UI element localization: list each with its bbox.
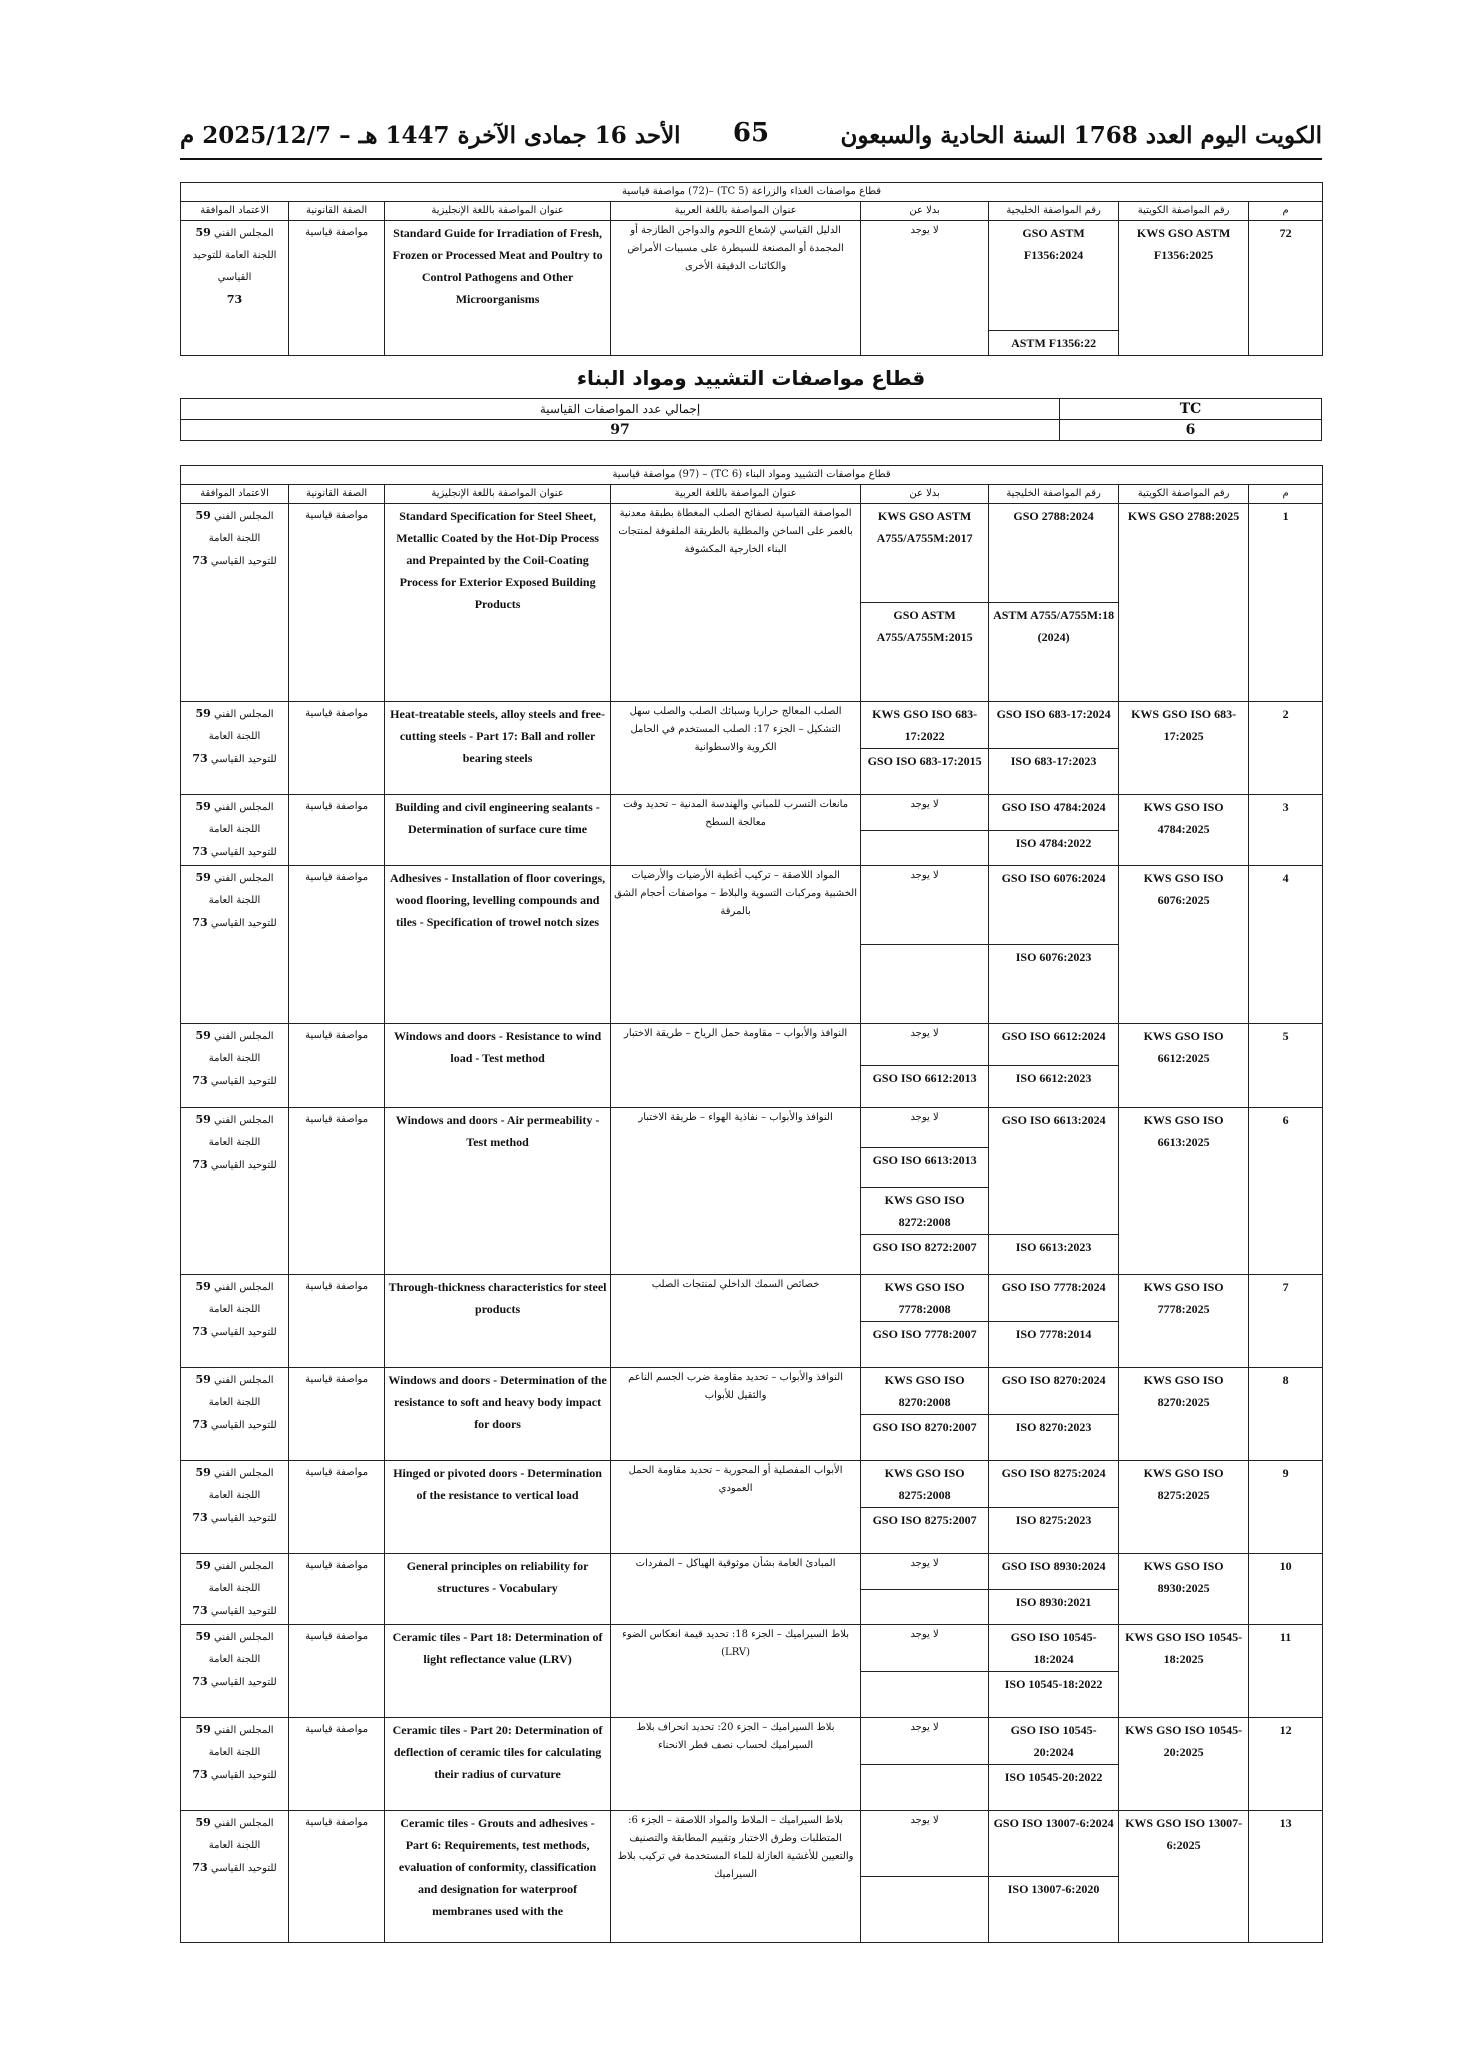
col-replaces: بدلا عن: [861, 202, 989, 221]
table-subrow: ISO 10545-20:2022: [181, 1765, 1323, 1811]
table-row: 2 KWS GSO ISO 683-17:2025 GSO ISO 683-17:2024 KWS GSO ISO 683-17:2022 الصلب المعالج حراريا وسبائك الصلب والصلب سهل التشكيل – الجزء 17: الصلب المستخدم في الحامل الكروية والاسطوانية Heat-treatable steels, alloy steels and free-cutting steels - Part 17: Ball and roller bearing steels مواصفة قياسية المجلس الفني 59 اللجنة العامة للتوحيد القياسي 73: [181, 702, 1323, 749]
table-subrow: ISO 6613:2023 GSO ISO 8272:2007: [181, 1235, 1323, 1275]
food-sector-table: قطاع مواصفات الغذاء والزراعة (TC 5) –(72) مواصفة قياسية م رقم المواصفة الكويتية رقم المواصفة الخليجية بدلا عن عنوان المواصفة باللغة العربية عنوان المواصفة باللغة الإنجليزية الصفة القانونية الاعتماد الموافقة 72 KWS GSO ASTM F1356:2025 GSO ASTM F1356:2024 لا يوجد الدليل القياسي لإشعاع اللحوم والدواجن الطازجة أو المجمدة أو المصنعة للسيطرة على مسببات الأمراض والكائنات الدقيقة الأخرى Standard Guide for Irradiation of Fresh, Frozen or Processed Meat and Poultry to Control Pathogens and Other Microorganisms مواصفة قياسية المجلس الفني 59 اللجنة العامة للتوحيد القياسي 73 ASTM F1356:22: [180, 182, 1323, 356]
table-subrow: ISO 6612:2023 GSO ISO 6612:2013: [181, 1066, 1323, 1108]
table-row: 72 KWS GSO ASTM F1356:2025 GSO ASTM F1356:2024 لا يوجد الدليل القياسي لإشعاع اللحوم والدواجن الطازجة أو المجمدة أو المصنعة للسيطرة على مسببات الأمراض والكائنات الدقيقة الأخرى Standard Guide for Irradiation of Fresh, Frozen or Processed Meat and Poultry to Control Pathogens and Other Microorganisms مواصفة قياسية المجلس الفني 59 اللجنة العامة للتوحيد القياسي 73: [181, 221, 1323, 331]
construction-caption: قطاع مواصفات التشييد ومواد البناء (TC 6) – (97) مواصفة قياسية: [181, 466, 1323, 485]
construction-sector-title: قطاع مواصفات التشييد ومواد البناء: [576, 366, 926, 390]
table-subrow: ISO 8930:2021: [181, 1589, 1323, 1625]
construction-table: [180, 465, 1323, 1943]
col-title-en: عنوان المواصفة باللغة الإنجليزية: [385, 202, 611, 221]
table-row: 11 KWS GSO ISO 10545-18:2025 GSO ISO 10545-18:2024 لا يوجد بلاط السيراميك – الجزء 18: تحديد قيمة انعكاس الضوء (LRV) Ceramic tiles - Part 18: Determination of light reflectance value (LRV) مواصفة قياسية المجلس الفني 59 اللجنة العامة للتوحيد القياسي 73: [181, 1625, 1323, 1672]
summary-count-label: إجمالي عدد المواصفات القياسية: [181, 399, 1060, 420]
table-subrow: ISO 8275:2023 GSO ISO 8275:2007: [181, 1508, 1323, 1554]
table-subrow: ISO 7778:2014 GSO ISO 7778:2007: [181, 1322, 1323, 1368]
summary-count-value: 97: [181, 420, 1060, 441]
header-issue: الكويت اليوم العدد 1768 السنة الحادية والسبعون: [840, 122, 1322, 149]
col-idx: م: [1249, 202, 1323, 221]
table-subrow: ISO 683-17:2023 GSO ISO 683-17:2015: [181, 749, 1323, 795]
page-number: 65: [732, 118, 770, 148]
table-row: 4 KWS GSO ISO 6076:2025 GSO ISO 6076:2024 لا يوجد المواد اللاصقة – تركيب أغطية الأرضيات والأرضيات الخشبية ومركبات التسوية والبلاط – مواصفات أحجام الشق بالمرقة Adhesives - Installation of floor coverings, wood flooring, levelling compounds and tiles - Specification of trowel notch sizes مواصفة قياسية المجلس الفني 59 اللجنة العامة للتوحيد القياسي 73: [181, 866, 1323, 945]
food-sector-caption: قطاع مواصفات الغذاء والزراعة (TC 5) –(72) مواصفة قياسية: [181, 183, 1323, 202]
col-approval: الاعتماد الموافقة: [181, 202, 289, 221]
table-subrow: ASTM A755/A755M:18 (2024) GSO ASTM A755/A755M:2015: [181, 603, 1323, 702]
construction-body: [181, 504, 1323, 1943]
table-subrow: ISO 10545-18:2022: [181, 1672, 1323, 1718]
table-subrow: GSO ISO 6613:2013: [181, 1148, 1323, 1188]
table-row: 5 KWS GSO ISO 6612:2025 GSO ISO 6612:2024 لا يوجد النوافذ والأبواب – مقاومة حمل الرياح – طريقة الاختبار Windows and doors - Resistance to wind load - Test method مواصفة قياسية المجلس الفني 59 اللجنة العامة للتوحيد القياسي 73: [181, 1024, 1323, 1066]
table-row: 6 KWS GSO ISO 6613:2025 GSO ISO 6613:2024 لا يوجد النوافذ والأبواب – نفاذية الهواء – طريقة الاختبار Windows and doors - Air permeability - Test method مواصفة قياسية المجلس الفني 59 اللجنة العامة للتوحيد القياسي 73: [181, 1108, 1323, 1148]
summary-table: [180, 398, 1322, 441]
table-row: 13 KWS GSO ISO 13007-6:2025 GSO ISO 13007-6:2024 لا يوجد بلاط السيراميك – الملاط والمواد اللاصقة – الجزء 6: المتطلبات وطرق الاختبار وتقييم المطابقة والتصنيف والتعيين للأغشية العازلة للماء المستخدمة في تركيب بلاط السيراميك Ceramic tiles - Grouts and adhesives - Part 6: Requirements, test methods, evaluation of conformity, classification and designation for waterproof membranes used with the مواصفة قياسية المجلس الفني 59 اللجنة العامة للتوحيد القياسي 73: [181, 1811, 1323, 1877]
table-row: 1 KWS GSO 2788:2025 GSO 2788:2024 KWS GSO ASTM A755/A755M:2017 المواصفة القياسية لصفائح الصلب المغطاة بطبقة معدنية بالغمر على الساخن والمطلية بالطريقة الملفوفة لمنتجات البناء الخارجية المكشوفة Standard Specification for Steel Sheet, Metallic Coated by the Hot-Dip Process and Prepainted by the Coil-Coating Process for Exterior Exposed Building Products مواصفة قياسية المجلس الفني 59 اللجنة العامة للتوحيد القياسي 73: [181, 504, 1323, 603]
table-row: 3 KWS GSO ISO 4784:2025 GSO ISO 4784:2024 لا يوجد مانعات التسرب للمباني والهندسة المدنية – تحديد وقت معالجة السطح Building and civil engineering sealants - Determination of surface cure time مواصفة قياسية المجلس الفني 59 اللجنة العامة للتوحيد القياسي 73: [181, 795, 1323, 831]
table-row: 7 KWS GSO ISO 7778:2025 GSO ISO 7778:2024 KWS GSO ISO 7778:2008 خصائص السمك الداخلي لمنتجات الصلب Through-thickness characteristics for steel products مواصفة قياسية المجلس الفني 59 اللجنة العامة للتوحيد القياسي 73: [181, 1275, 1323, 1322]
table-row: 10 KWS GSO ISO 8930:2025 GSO ISO 8930:2024 لا يوجد المبادئ العامة بشأن موثوقية الهياكل – المفردات General principles on reliability for structures - Vocabulary مواصفة قياسية المجلس الفني 59 اللجنة العامة للتوحيد القياسي 73: [181, 1554, 1323, 1590]
col-legal: الصفة القانونية: [289, 202, 385, 221]
col-title-ar: عنوان المواصفة باللغة العربية: [611, 202, 861, 221]
summary-tc-value: 6: [1060, 420, 1322, 441]
table-row: 9 KWS GSO ISO 8275:2025 GSO ISO 8275:2024 KWS GSO ISO 8275:2008 الأبواب المفصلية أو المحورية – تحديد مقاومة الحمل العمودي Hinged or pivoted doors - Determination of the resistance to vertical load مواصفة قياسية المجلس الفني 59 اللجنة العامة للتوحيد القياسي 73: [181, 1461, 1323, 1508]
table-subrow: ISO 4784:2022: [181, 830, 1323, 866]
header-date: الأحد 16 جمادى الآخرة 1447 هـ – 2025/12/7 م: [180, 122, 681, 149]
construction-header-row: م رقم المواصفة الكويتية رقم المواصفة الخليجية بدلا عن عنوان المواصفة باللغة العربية عنوان المواصفة باللغة الإنجليزية الصفة القانونية الاعتماد الموافقة: [181, 485, 1323, 504]
food-header-row: [181, 202, 1323, 221]
table-subrow: ISO 13007-6:2020: [181, 1877, 1323, 1943]
document-page: [180, 118, 1322, 1943]
table-subrow: ISO 8270:2023 GSO ISO 8270:2007: [181, 1415, 1323, 1461]
summary-tc-label: TC: [1060, 399, 1322, 420]
col-gso: رقم المواصفة الخليجية: [989, 202, 1119, 221]
table-row: 8 KWS GSO ISO 8270:2025 GSO ISO 8270:2024 KWS GSO ISO 8270:2008 النوافذ والأبواب – تحديد مقاومة ضرب الجسم الناعم والثقيل للأبواب Windows and doors - Determination of the resistance to soft and heavy body impact for doors مواصفة قياسية المجلس الفني 59 اللجنة العامة للتوحيد القياسي 73: [181, 1368, 1323, 1415]
table-subrow: ISO 6076:2023: [181, 945, 1323, 1024]
table-subrow: KWS GSO ISO 8272:2008: [181, 1188, 1323, 1235]
col-kws: رقم المواصفة الكويتية: [1119, 202, 1249, 221]
table-row: 12 KWS GSO ISO 10545-20:2025 GSO ISO 10545-20:2024 لا يوجد بلاط السيراميك – الجزء 20: تحديد انحراف بلاط السيراميك لحساب نصف قطر الانحناء Ceramic tiles - Part 20: Determination of deflection of ceramic tiles for calculating their radius of curvature مواصفة قياسية المجلس الفني 59 اللجنة العامة للتوحيد القياسي 73: [181, 1718, 1323, 1765]
running-header: [180, 118, 1322, 160]
